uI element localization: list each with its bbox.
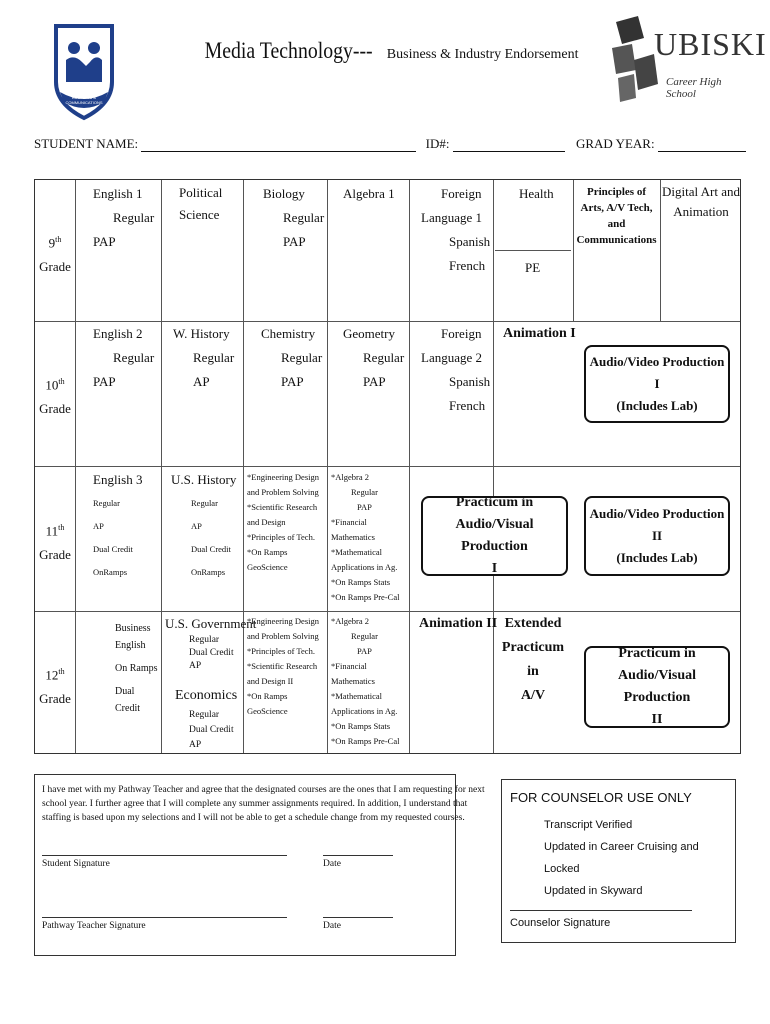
grade-12-label: 12th Grade xyxy=(39,667,71,707)
counselor-title: FOR COUNSELOR USE ONLY xyxy=(510,790,692,805)
agreement-text: I have met with my Pathway Teacher and agree that the designated courses are the ones that I am requesting for next school year. I further agree that I will complete any summer assignments required. In addition, I understand that staffing is based upon my selections and I will not be able to get a schedule change from my requested courses. xyxy=(42,785,485,823)
counselor-box xyxy=(501,779,736,943)
counselor-checklist xyxy=(544,814,735,902)
student-signature-label: Student Signature xyxy=(42,859,110,869)
teacher-signature-line[interactable] xyxy=(42,917,287,918)
av-production-1-pill: Audio/Video Production I (Includes Lab) xyxy=(584,345,730,423)
math-12-options: *Algebra 2 Regular PAP *Financial Mathematics *Mathematical Applications in Ag. *On Ramps Stats *On Ramps Pre-Cal xyxy=(331,616,400,746)
extended-practicum-course: Extended Practicum in A/V xyxy=(501,616,565,703)
teacher-signature-label: Pathway Teacher Signature xyxy=(42,921,146,931)
student-date-line[interactable] xyxy=(323,855,393,856)
teacher-date-label: Date xyxy=(323,921,341,931)
economics-course: Economics xyxy=(175,688,238,703)
practicum-av-1-pill: Practicum in Audio/Visual Production I xyxy=(421,496,568,576)
skyward-item: Updated in Skyward xyxy=(544,885,643,897)
political-science-course: Political Science xyxy=(179,185,223,222)
pe-course: PE xyxy=(525,260,541,275)
student-name-label: STUDENT NAME: xyxy=(34,136,139,151)
english-3-course: English 3 Regular AP Dual Credit OnRamps xyxy=(93,472,143,577)
student-signature-line[interactable] xyxy=(42,855,287,856)
science-12-options: *Engineering Design and Problem Solving *Principles of Tech. *Scientific Research and Design II *On Ramps GeoScience xyxy=(247,616,319,716)
math-11-options: *Algebra 2 Regular PAP *Financial Mathematics *Mathematical Applications in Ag. *On Ramps Stats *On Ramps Pre-Cal xyxy=(331,472,400,602)
grade-10-label: 10th Grade xyxy=(39,377,71,417)
grad-year-label: GRAD YEAR: xyxy=(575,136,655,151)
dubiski-logo xyxy=(610,14,767,104)
school-crest-logo xyxy=(52,22,116,122)
student-info-line xyxy=(34,136,744,152)
page-title: Media Technology--- Business & Industry Endorsement xyxy=(205,38,579,63)
health-course: Health xyxy=(519,186,554,201)
counselor-signature-line[interactable] xyxy=(510,910,692,911)
grad-year-field[interactable] xyxy=(658,139,746,152)
world-history-course: W. History Regular AP xyxy=(173,326,235,389)
animation-1-course: Animation I xyxy=(503,326,576,341)
student-date-label: Date xyxy=(323,859,341,869)
english-2-course: English 2 Regular PAP xyxy=(93,326,155,389)
id-field[interactable] xyxy=(453,139,565,152)
counselor-signature-label: Counselor Signature xyxy=(510,917,611,929)
id-label: ID#: xyxy=(425,136,450,151)
foreign-language-2-course: Foreign Language 2 Spanish French xyxy=(421,326,491,413)
animation-2-course: Animation II xyxy=(419,616,498,631)
biology-course: Biology Regular PAP xyxy=(263,186,325,249)
geometry-course: Geometry Regular PAP xyxy=(343,326,405,389)
av-production-2-pill: Audio/Video Production II (Includes Lab) xyxy=(584,496,730,576)
english-12-options: Business English On Ramps Dual Credit xyxy=(115,623,158,714)
principles-course: Principles of Arts, A/V Tech, and Communications xyxy=(576,186,657,246)
chemistry-course: Chemistry Regular PAP xyxy=(261,326,323,389)
us-government-course: U.S. Government xyxy=(165,616,257,631)
career-cruising-item: Updated in Career Cruising and Locked xyxy=(544,841,699,875)
english-1-course: English 1 Regular PAP xyxy=(93,186,155,249)
us-history-course: U.S. History Regular AP Dual Credit OnRamps xyxy=(171,472,237,577)
grade-11-label: 11th Grade xyxy=(39,523,71,563)
us-government-options: Regular Dual Credit AP xyxy=(189,635,234,671)
digital-art-course: Digital Art and Animation xyxy=(662,184,740,219)
economics-options: Regular Dual Credit AP xyxy=(189,710,234,750)
practicum-av-2-pill: Practicum in Audio/Visual Production II xyxy=(584,646,730,728)
student-name-field[interactable] xyxy=(141,139,416,152)
foreign-language-1-course: Foreign Language 1 Spanish French xyxy=(421,186,491,273)
logo-lettering: BUSINESS & COMMUNICATIONS xyxy=(65,95,103,105)
grade-9-label: 9th Grade xyxy=(39,235,71,275)
teacher-date-line[interactable] xyxy=(323,917,393,918)
dubiski-subtitle: Career High School xyxy=(666,76,722,100)
algebra-1-course: Algebra 1 xyxy=(343,186,395,201)
dubiski-name: UBISKI xyxy=(654,26,767,62)
transcript-verified-item: Transcript Verified xyxy=(544,819,633,831)
science-11-options: *Engineering Design and Problem Solving *Scientific Research and Design *Principles of Tech. *On Ramps GeoScience xyxy=(247,472,319,572)
agreement-box xyxy=(34,774,485,956)
